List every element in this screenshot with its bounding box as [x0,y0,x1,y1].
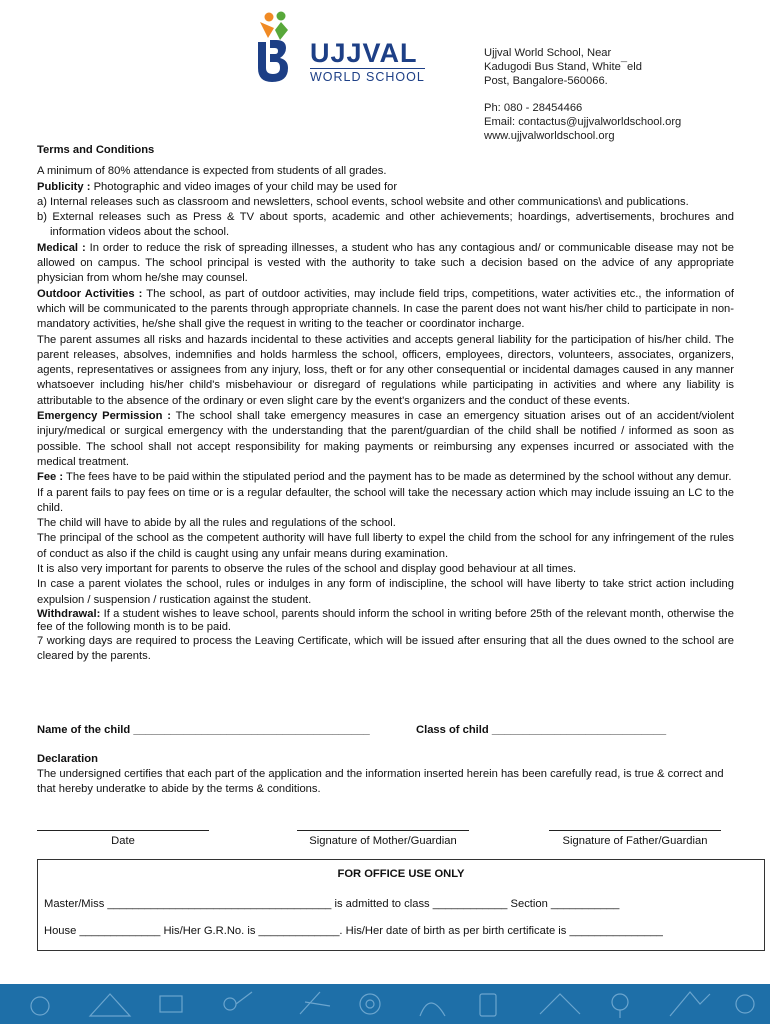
declaration-text: The undersigned certifies that each part of the application and the information inserted herein has been carefully read, is true & correct and that hereby underatke to abide by the terms & conditions. [37,768,724,795]
date-label: Date [111,835,135,847]
medical-paragraph [37,241,734,287]
publicity-label: Publicity : [37,180,91,193]
fee-default-paragraph: If a parent fails to pay fees on time or is a regular defaulter, the school will take the necessary action which may include issuing an LC to the child. [37,486,734,514]
address-line: Kadugodi Bus Stand, White¯eld [484,60,642,73]
fee-paragraph [37,470,734,485]
terms-section [37,143,734,665]
child-class-field[interactable]: Class of child ____________________________ [416,724,667,736]
declaration-title: Declaration [37,753,98,765]
emergency-text: The school shall take emergency measures in case an emergency situation arises out of an accident/violent injury/medical or surgical emergency with the understanding that the parent/guardian of the child shall be notified / informed as soon as possible. The school shall not accept responsibility for making payments or reimbursing any expenses incurred or associated with the medical treatment. [37,410,735,468]
indiscipline-paragraph: In case a parent violates the school, rules or indulges in any form of indiscipline, the school will have liberty to take strict action including expulsion / suspension / rustication against the student. [37,578,734,606]
outdoor-paragraph [37,287,734,333]
publicity-text: Photographic and video images of your child may be used for [90,180,398,193]
principal-paragraph: The principal of the school as the competent authority will have full liberty to expel the child from the school for any infringement of the rules of conduct as also if the child is caught using any unfair means during examination. [37,532,734,560]
father-signature-label: Signature of Father/Guardian [562,835,708,847]
admission-row[interactable]: Master/Miss ____________________________________ is admitted to class ____________ Section ___________ [44,898,620,910]
child-details-fields [37,724,737,736]
ujjval-logo-mark-icon [248,8,308,84]
behaviour-paragraph: It is also very important for parents to observe the rules of the school and display good behaviour at all times. [37,563,577,576]
phone-number: Ph: 080 - 28454466 [484,102,583,115]
leaving-certificate-paragraph: 7 working days are required to process the Leaving Certificate, which will be issued after ensuring that all the dues owned to the school are cleared by the parents. [37,634,734,663]
child-name-field[interactable]: Name of the child ______________________________________ [37,724,370,736]
outdoor-text: The school, as part of outdoor activities, may include field trips, competitions, water activities etc., the information of which will be communicated to the parents through appropriate channels. In case the parent does not want his/her child to participate in non-mandatory activities, he/she shall give the request in writing to the teacher or coordinator incharge. [37,287,734,331]
fee-label: Fee : [37,471,64,484]
office-use-title: FOR OFFICE USE ONLY [337,868,465,880]
rules-paragraph: The child will have to abide by all the rules and regulations of the school. [37,517,396,530]
father-signature-block[interactable] [549,826,721,847]
school-address [484,47,764,144]
medical-label: Medical : [37,241,86,254]
email-address: Email: contactus@ujjvalworldschool.org [484,116,682,129]
address-line: Ujjval World School, Near [484,47,612,59]
publicity-item-b: b) External releases such as Press & TV about sports, academic and other achievements; hoardings, advertisements, brochures and information videos about the school. [37,211,734,239]
footer-band [0,984,770,1024]
date-signature-block[interactable] [37,826,209,847]
outdoor-label: Outdoor Activities : [37,287,143,300]
terms-title: Terms and Conditions [37,144,155,156]
website: www.ujjvalworldschool.org [484,129,615,142]
declaration-section [37,752,737,797]
mother-signature-label: Signature of Mother/Guardian [309,835,457,847]
attendance-text: A minimum of 80% attendance is expected from students of all grades. [37,165,387,178]
school-subtitle: WORLD SCHOOL [310,70,425,84]
date-line[interactable] [37,826,209,831]
emergency-label: Emergency Permission : [37,410,171,423]
publicity-item-a: a) Internal releases such as classroom and newsletters, school events, school website and other communications\ and publications. [37,195,689,208]
withdrawal-label: Withdrawal: [37,607,101,620]
office-use-box [37,859,765,951]
fee-text: The fees have to be paid within the stipulated period and the payment has to be made as determined by the school without any demur. [63,471,732,484]
education-pattern-icon [0,984,770,1024]
medical-text: In order to reduce the risk of spreading illnesses, a student who has any contagious and/ or communicable disease may not be allowed on campus. The school principal is vested with the authority to take such a decision based on the advice of any appropriate physician from whom he/she may counsel. [37,241,734,285]
withdrawal-text: If a student wishes to leave school, parents should inform the school in writing before 25th of the relevant month, otherwise the fee of the following month is to be paid. [37,607,734,633]
house-grno-row[interactable]: House _____________ His/Her G.R.No. is _____________. His/Her date of birth as per birth certificate is _______________ [44,925,663,937]
publicity-paragraph [37,180,734,195]
emergency-paragraph [37,409,734,470]
withdrawal-paragraph [37,608,734,634]
mother-signature-line[interactable] [297,826,469,831]
school-logo [248,8,438,84]
address-line: Post, Bangalore-560066. [484,74,608,87]
mother-signature-block[interactable] [297,826,469,847]
father-signature-line[interactable] [549,826,721,831]
liability-paragraph: The parent assumes all risks and hazards incidental to these activities and accepts general liability for the participation of his/her child. The parent releases, absolves, indemnifies and holds harmless the school, officers, employees, directors, volunteers, associates, organizers, agents, representatives or assignees from any injury, loss, theft or for any other consequential or incidental damages caused in any manner whatsoever including his/her child's misbehaviour or disregard of regulations while participating in activities and where any liability is attributable to the absence of the ordinary or even slight care by the event's organizers and the conduct of these events. [37,333,734,407]
school-name: UJJVAL [310,38,418,68]
